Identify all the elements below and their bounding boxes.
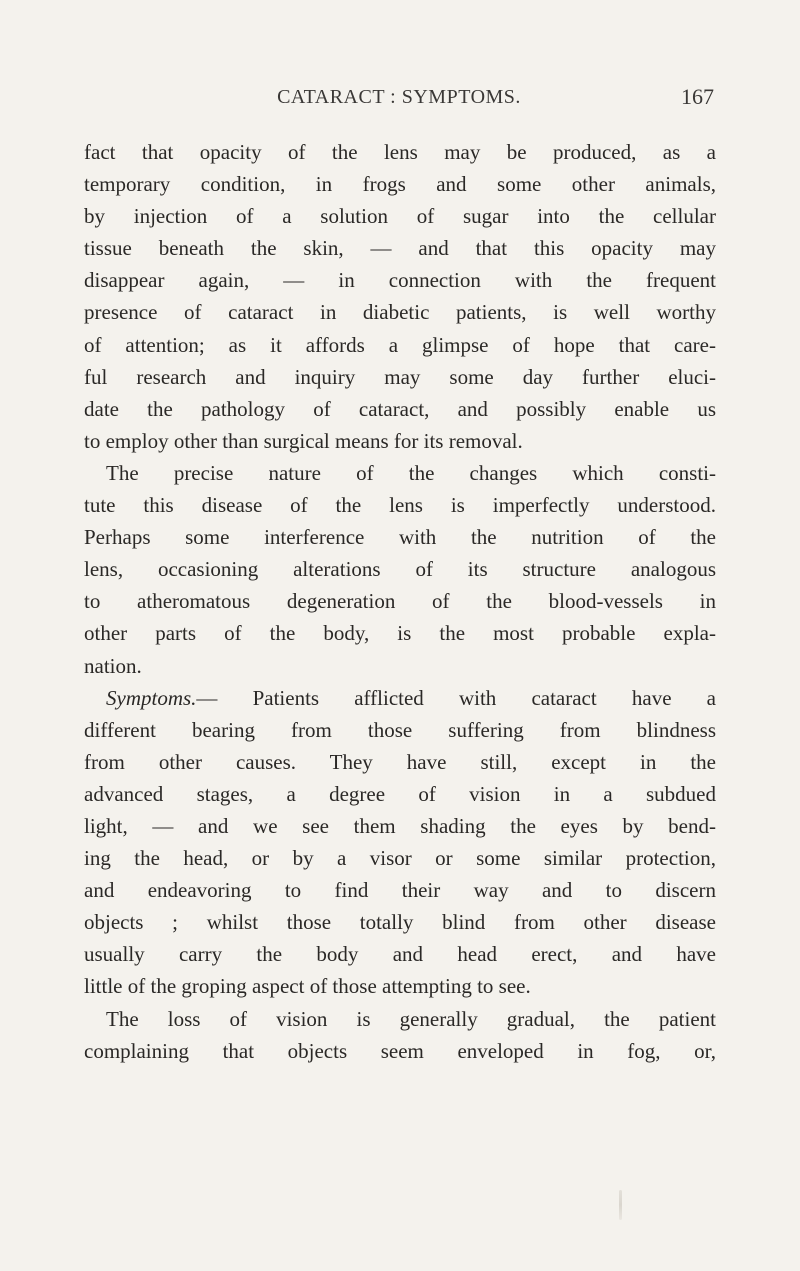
text-line xyxy=(84,650,716,682)
line-text: light, — and we see them shading the eyes by bend- xyxy=(84,813,716,838)
text-line xyxy=(84,553,716,585)
page-number: 167 xyxy=(681,84,714,109)
line-text: presence of cataract in diabetic patients, is well worthy xyxy=(84,300,716,325)
text-line xyxy=(84,264,716,296)
line-text: other parts of the body, is the most probable expla- xyxy=(84,621,716,646)
text-line xyxy=(84,200,716,232)
line-text: — Patients afflicted with cataract have a xyxy=(196,685,716,710)
section-heading: Symptoms. xyxy=(106,685,197,710)
line-text: little of the groping aspect of those attempting to see. xyxy=(84,974,531,999)
line-text: Perhaps some interference with the nutrition of the xyxy=(84,525,716,550)
text-line xyxy=(84,842,716,874)
line-text: complaining that objects seem enveloped in fog, or, xyxy=(84,1038,716,1063)
text-line xyxy=(84,168,716,200)
running-head xyxy=(84,86,714,116)
text-line xyxy=(84,361,716,393)
text-line xyxy=(84,778,716,810)
text-line xyxy=(84,329,716,361)
line-text: The loss of vision is generally gradual, the patient xyxy=(106,1006,716,1031)
text-line xyxy=(84,457,716,489)
text-line xyxy=(84,938,716,970)
line-text: different bearing from those suffering from blindness xyxy=(84,717,716,742)
text-line xyxy=(84,393,716,425)
line-text: objects ; whilst those totally blind from other disease xyxy=(84,910,716,935)
line-text: ing the head, or by a visor or some similar protection, xyxy=(84,846,716,871)
text-line xyxy=(84,810,716,842)
text-line xyxy=(84,1003,716,1035)
text-line xyxy=(84,874,716,906)
text-line xyxy=(84,906,716,938)
line-text: The precise nature of the changes which consti- xyxy=(106,460,716,485)
line-text: date the pathology of cataract, and possibly enable us xyxy=(84,396,716,421)
line-text: tute this disease of the lens is imperfectly understood. xyxy=(84,493,716,518)
line-text: advanced stages, a degree of vision in a subdued xyxy=(84,781,716,806)
line-text: disappear again, — in connection with the frequent xyxy=(84,268,716,293)
text-line xyxy=(84,296,716,328)
body-text xyxy=(84,136,716,1067)
line-text: nation. xyxy=(84,653,142,678)
text-line xyxy=(84,425,716,457)
line-text: from other causes. They have still, except in the xyxy=(84,749,716,774)
line-text: by injection of a solution of sugar into the cellular xyxy=(84,204,716,229)
line-text: of attention; as it affords a glimpse of hope that care- xyxy=(84,332,716,357)
text-line xyxy=(84,136,716,168)
text-line xyxy=(84,682,716,714)
line-text: to employ other than surgical means for its removal. xyxy=(84,428,523,453)
line-text: usually carry the body and head erect, and have xyxy=(84,942,716,967)
paper-blemish xyxy=(619,1190,622,1220)
running-title: CATARACT : SYMPTOMS. xyxy=(277,86,521,108)
text-line xyxy=(84,1035,716,1067)
line-text: to atheromatous degeneration of the blood-vessels in xyxy=(84,589,716,614)
line-text: and endeavoring to find their way and to discern xyxy=(84,878,716,903)
text-line xyxy=(84,232,716,264)
text-line xyxy=(84,714,716,746)
text-line xyxy=(84,970,716,1002)
line-text: lens, occasioning alterations of its structure analogous xyxy=(84,557,716,582)
text-line xyxy=(84,746,716,778)
line-text: ful research and inquiry may some day further eluci- xyxy=(84,364,716,389)
text-line xyxy=(84,521,716,553)
line-text: tissue beneath the skin, — and that this opacity may xyxy=(84,236,716,261)
line-text: fact that opacity of the lens may be produced, as a xyxy=(84,140,716,164)
text-line xyxy=(84,585,716,617)
text-line xyxy=(84,617,716,649)
text-line xyxy=(84,489,716,521)
line-text: temporary condition, in frogs and some other animals, xyxy=(84,172,716,197)
